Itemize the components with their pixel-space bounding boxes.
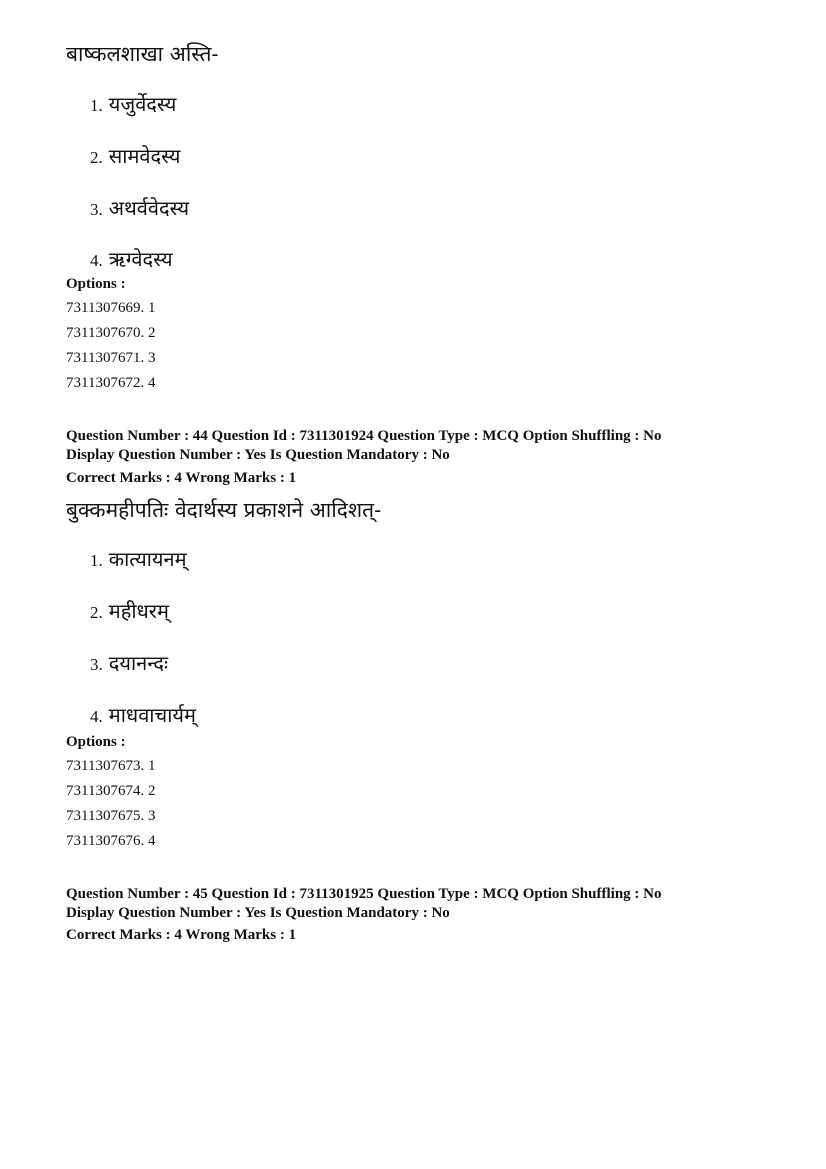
choice-number: 2.: [90, 148, 103, 167]
choice-number: 4.: [90, 707, 103, 726]
choice-text: यजुर्वेदस्य: [108, 92, 177, 116]
choice-1: [90, 546, 187, 574]
options-label: Options :: [66, 276, 126, 292]
question-meta-line: Correct Marks : 4 Wrong Marks : 1: [66, 927, 297, 943]
option-id-line: 7311307671. 3: [66, 350, 156, 366]
question-meta-line: Display Question Number : Yes Is Question Mandatory : No: [66, 447, 450, 463]
option-id-line: 7311307669. 1: [66, 300, 156, 316]
choice-number: 3.: [90, 655, 103, 674]
choice-text: सामवेदस्य: [108, 144, 181, 168]
choice-text: अथर्ववेदस्य: [108, 196, 190, 220]
choice-3: [90, 195, 189, 223]
choice-3: [90, 650, 168, 678]
choice-4: [90, 246, 173, 274]
option-id-line: 7311307673. 1: [66, 758, 156, 774]
choice-number: 4.: [90, 251, 103, 270]
question-text: बाष्कलशाखा अस्ति-: [66, 42, 219, 66]
choice-number: 1.: [90, 96, 103, 115]
options-label: Options :: [66, 734, 126, 750]
question-meta-line: Question Number : 44 Question Id : 7311301924 Question Type : MCQ Option Shuffling : No: [66, 428, 662, 444]
choice-2: [90, 598, 169, 626]
choice-number: 2.: [90, 603, 103, 622]
choice-text: महीधरम्: [108, 599, 169, 623]
choice-text: माधवाचार्यम्: [108, 703, 196, 727]
option-id-line: 7311307675. 3: [66, 808, 156, 824]
choice-text: कात्यायनम्: [108, 547, 187, 571]
question-text: बुक्कमहीपतिः वेदार्थस्य प्रकाशने आदिशत्-: [66, 498, 382, 522]
choice-number: 1.: [90, 551, 103, 570]
question-meta-line: Question Number : 45 Question Id : 7311301925 Question Type : MCQ Option Shuffling : No: [66, 886, 662, 902]
question-meta-line: Display Question Number : Yes Is Question Mandatory : No: [66, 905, 450, 921]
choice-text: ऋग्वेदस्य: [108, 247, 173, 271]
option-id-line: 7311307676. 4: [66, 833, 156, 849]
question-meta-line: Correct Marks : 4 Wrong Marks : 1: [66, 470, 297, 486]
choice-4: [90, 702, 196, 730]
choice-number: 3.: [90, 200, 103, 219]
option-id-line: 7311307670. 2: [66, 325, 156, 341]
choice-2: [90, 143, 181, 171]
choice-1: [90, 91, 176, 119]
choice-text: दयानन्दः: [108, 651, 169, 675]
option-id-line: 7311307672. 4: [66, 375, 156, 391]
option-id-line: 7311307674. 2: [66, 783, 156, 799]
